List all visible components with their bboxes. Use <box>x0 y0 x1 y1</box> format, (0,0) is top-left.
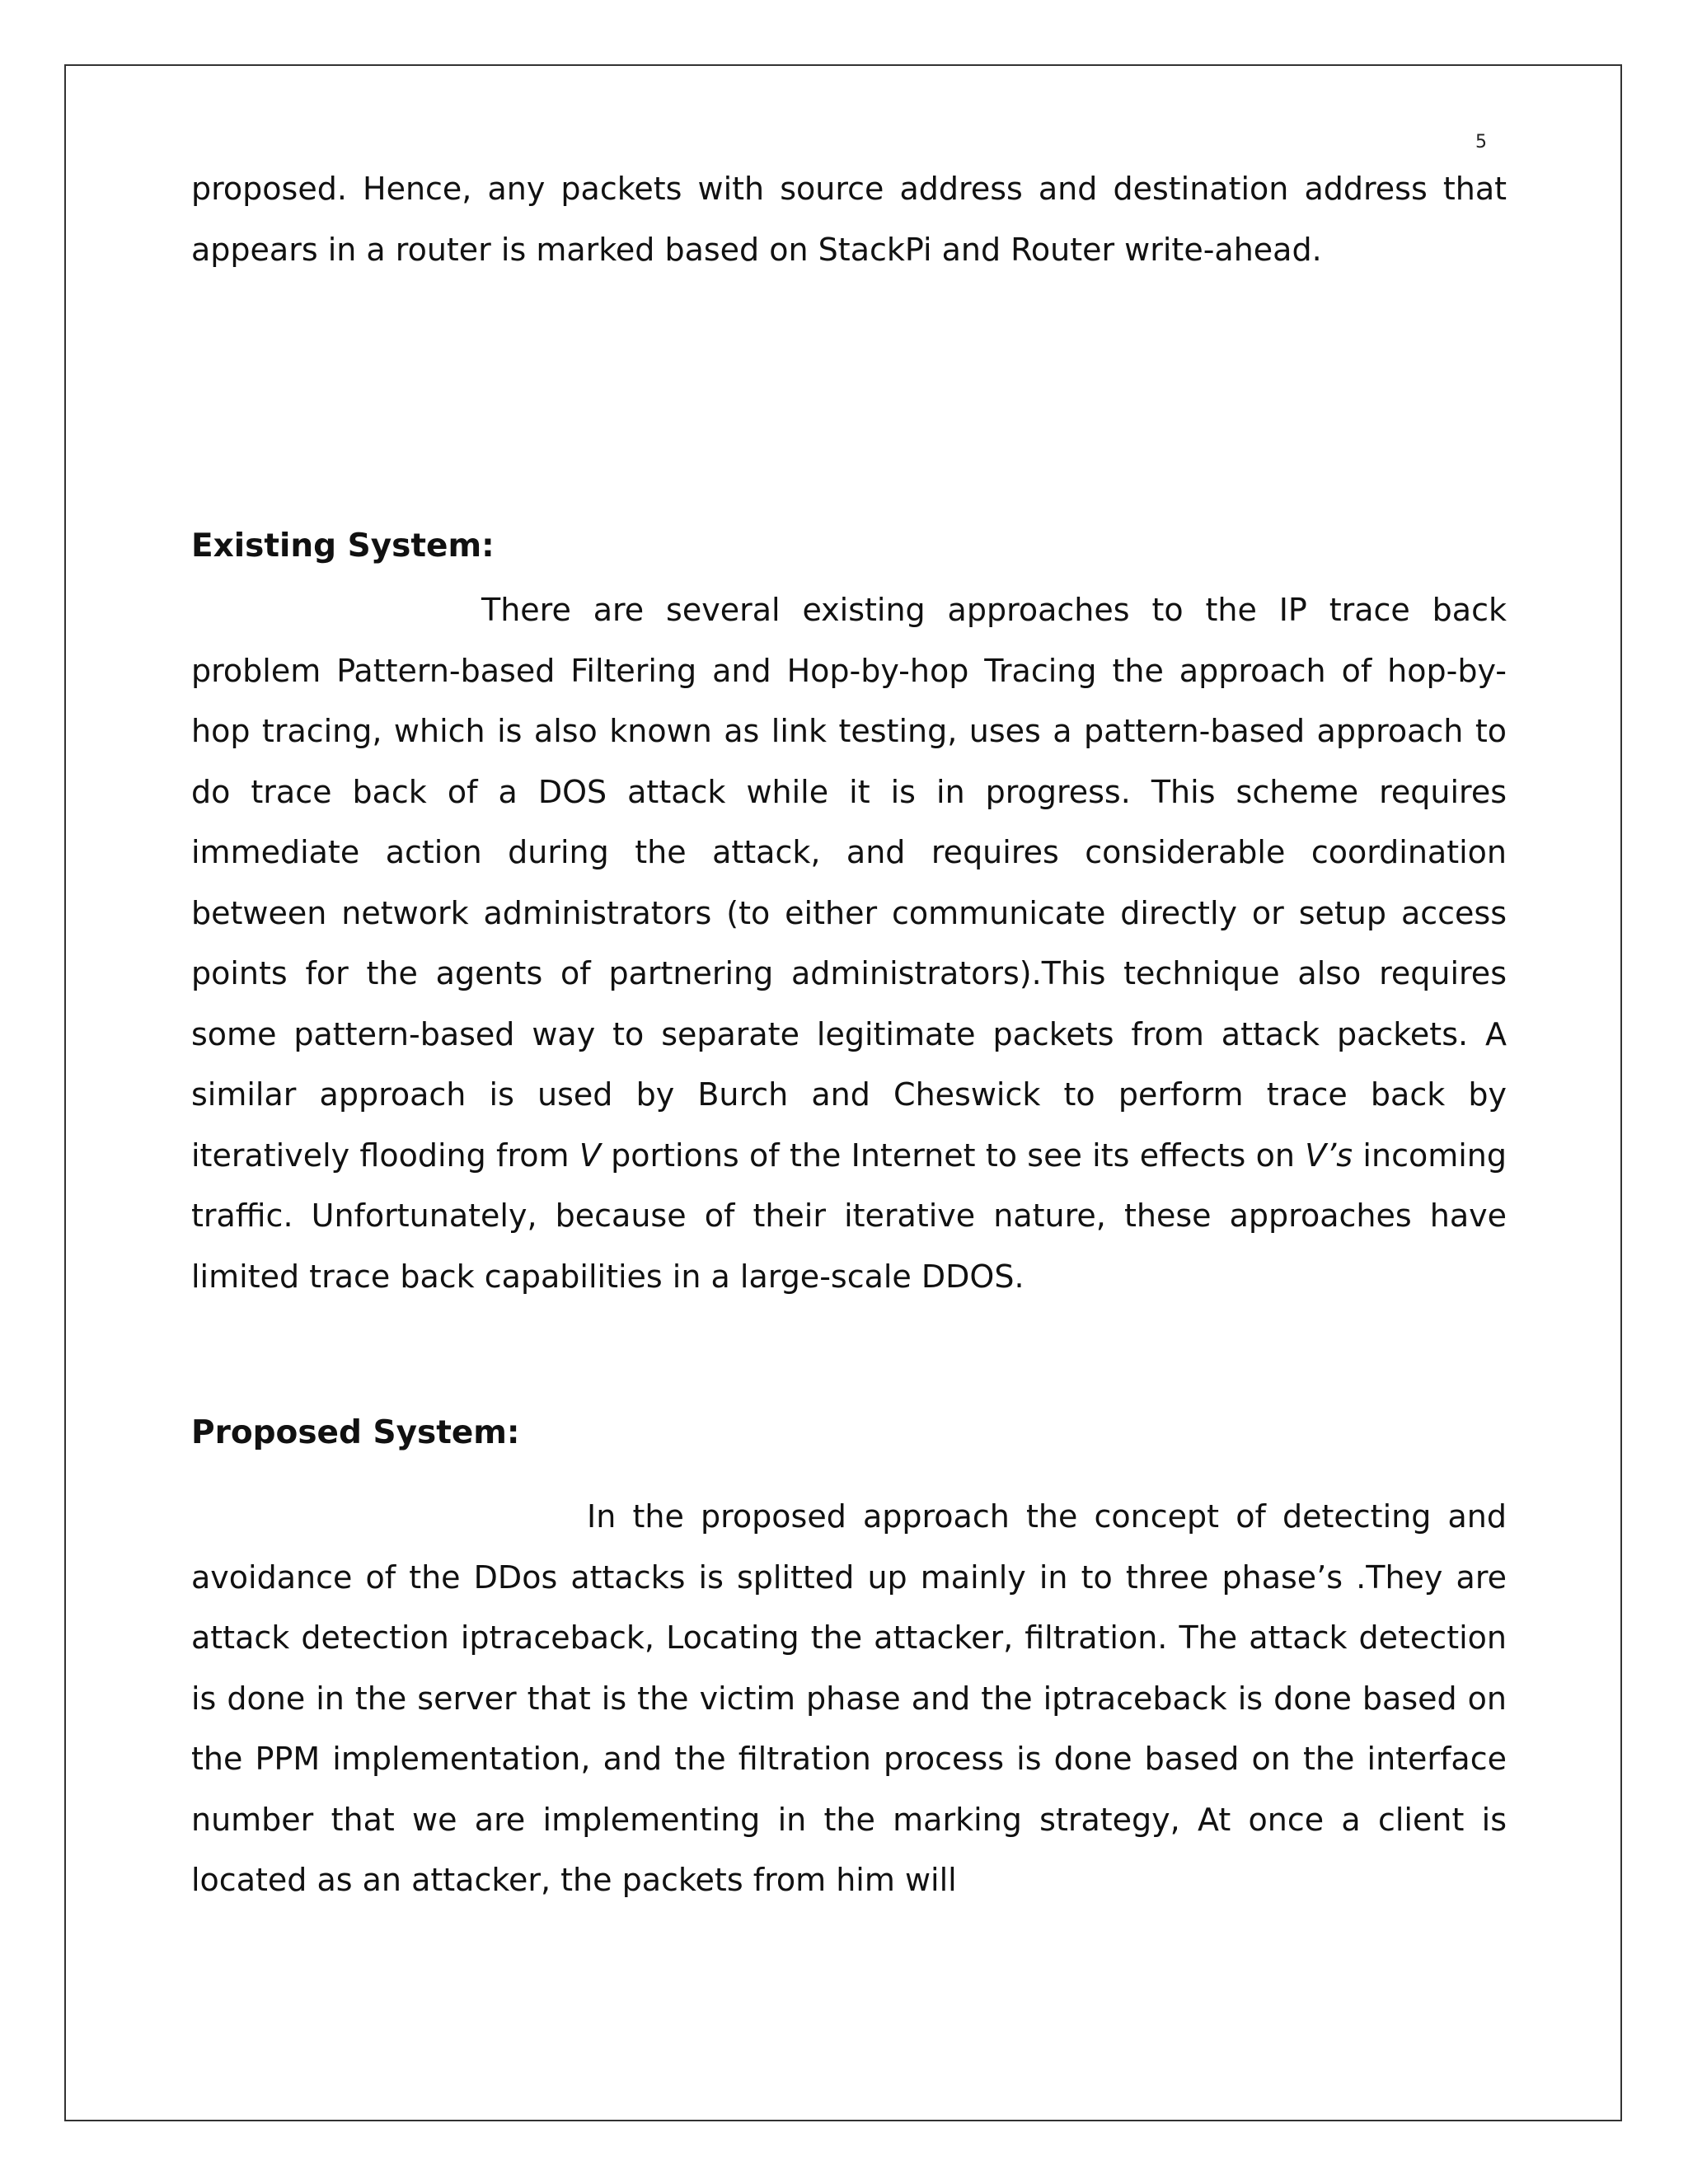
italic-v: V <box>579 1137 601 1174</box>
existing-system-heading: Existing System: <box>191 527 495 565</box>
page-number: 5 <box>1475 132 1487 152</box>
proposed-system-section <box>191 1487 1507 1911</box>
proposed-system-heading: Proposed System: <box>191 1414 520 1451</box>
existing-system-section <box>191 580 1507 1307</box>
existing-text-part2: portions of the Internet to see its effects on <box>600 1137 1306 1174</box>
intro-paragraph: proposed. Hence, any packets with source address and destination address that appears in a router is marked based on StackPi and Router write-ahead. <box>191 171 1507 268</box>
italic-vs: V’s <box>1305 1137 1353 1174</box>
proposed-system-paragraph: In the proposed approach the concept of detecting and avoidance of the DDos attacks is splitted up mainly in to three phase’s .They are attack detection iptraceback, Locating the attacker, filtration. The attack detection is done in the server that is the victim phase and the iptraceback is done based on the PPM implementation, and the filtration process is done based on the interface number that we are implementing in the marking strategy, At once a client is located as an attacker, the packets from him will <box>191 1498 1507 1898</box>
existing-text-part3: incoming traffic. Unfortunately, because of their iterative nature, these approaches have limited trace back capabilities in a large-scale DDOS. <box>191 1137 1507 1295</box>
existing-text-part1: There are several existing approaches to the IP trace back problem Pattern-based Filtering and Hop-by-hop Tracing the approach of hop-by-hop tracing, which is also known as link testing, uses a pattern-based approach to do trace back of a DOS attack while it is in progress. This scheme requires immediate action during the attack, and requires considerable coordination between network administrators (to either communicate directly or setup access points for the agents of partnering administrators).This technique also requires some pattern-based way to separate legitimate packets from attack packets. A similar approach is used by Burch and Cheswick to perform trace back by iteratively flooding from <box>191 592 1507 1174</box>
existing-system-paragraph <box>191 580 1507 1307</box>
